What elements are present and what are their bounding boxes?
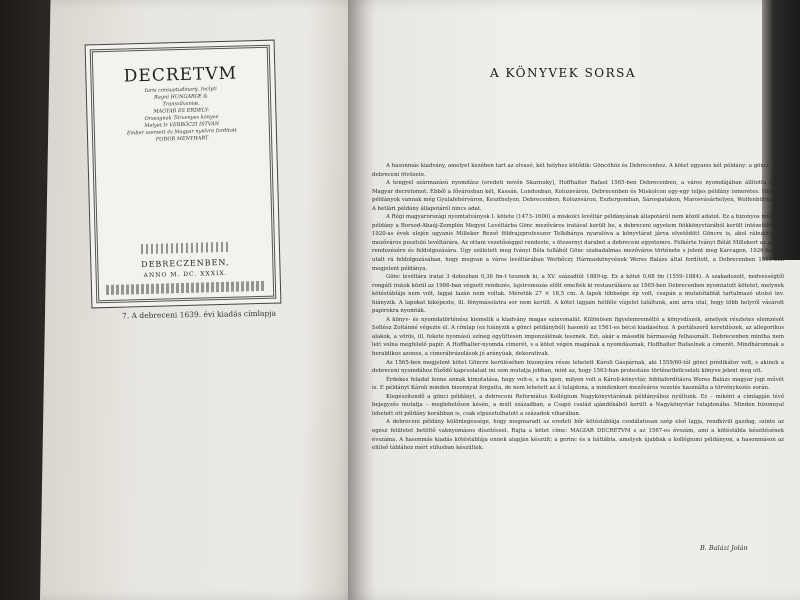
chapter-title: A KÖNYVEK SORSA [490,66,637,80]
paragraph: A hasonmás kiadvány, amelyet kezében tart az olvasó, két helyhez kötődik: Göncöhöz és Debrecenhez. A kötet ugyanis két példány: a gönci, ill. a debreceni ötvözete. [372,163,784,178]
facsimile-line: Iuris consuetudinarij, Inclyti [144,86,217,94]
facsimile-line: Melyet Ir VERBÖCZI ISTVAN [144,121,220,129]
figure-caption: 7. A debreceni 1639. évi kiadás címlapja [121,308,277,321]
facsimile-line: Transsilvaniæ, [162,100,200,108]
facsimile-line: Regni HUNGARIÆ & [154,93,208,101]
paragraph: A Régi magyarországi nyomtatványok I. kötete (1473–1600) a miskolci levéltár példányának állapotáról nem közöl adatot. Ez a bizonyos miskolci példány a Borsod-Abaúj-Zemplén Megyei Levéltárba Gönc mezőváros iratával került be, a debreceni egyetem fiókkönyvtárából került intézetébe. Az 1920-as évek elején ugyanis Milleker Rezső földrajzprofesszor Telkibánya nyaralóva a könyvtárat járva elvetődött Göncre is, ahol rábukkant a mezőváros pusztuló levéltárára. Az ottani vezetőséggel rendezte, s ötezernyi darabot a debreceni egyetemre. Felkérte Iványi Bélát Millekert az anyag rendezésére és feldolgozására. Úgy született meg Iványi Béla tollából Gönc szabadalmas mezőváros története s jelent meg Karcagon, 1926-ban. Ő utalt rá feldolgozásában, hogy megvan a város levéltárában Werbőczy Hármaskönyvének Weres Balázs által fordított, a Debrecenben 1565-ben megjelent példánya. [372,214,784,272]
facsimile-year: ANNO M. DC. XXXIX. [143,269,228,280]
paragraph: A debreceni példány különlegessége, hogy megmaradt az eredeti bőr kötéstáblája csodálatosan szép első lapja, rendkívül gazdag, szinte az egész felületet betöltő vaknyomásos díszítéssel. Rajta a kötet címe: MAGIAR DECRETVM s az 1567-es évszám, ami a kötéstábla készítésének évszáma. A hasonmás kiadás kötéstáblája ennek alapján készült; a gerinc és a háttábla, amelyek újabbak a kollégiumi példányon, a hasonmáson az elülső táblához mért stílusban készültek. [372,419,784,452]
paragraph: A könyv- és nyomdatörténész kiemelik a kiadvány magas színvonalát. Különösen figyelemreméltó a könyvdíszek, amelyek részletes elemzését Soltész Zoltánné végezte el. A címlap (ez hiányzik a gönci példányból) hasonló az 1561-es bécsi kiadáséhoz. A portálszerű keretdíszek, az allegorikus alakok, a vörös, ill. fekete nyomású színeg együttesen imponzálónak tesznek. Ezt, akár a második hármasság felhasznált. Debrecenben mintha nem lett volna megfelelő papír. A Hoffhalter-nyomda címerét, s a kötet végén magának a nyomdásznak, Hoffhalter Rafaelnek a címerét. Mindháromnak a heraldikus azonos, a címerábrázolások jó arányúak, dekoratívak. [372,316,784,358]
facsimile-title: DECRETVM [123,63,238,87]
facsimile-city: DEBRECZENBEN, [141,257,230,270]
paragraph: Kiegészítendő a gönci példányt, a debreceni Református Kollégium Nagykönyvtárának példányához nyúltunk. Ez – miként a címlapján lévő bejegyzés mutatja – meglehetősen késén, a múlt században, a Csapó család ajándékából került a Nagykönyvtár tulajdonába. Minden bizonnyal lehetett ott példány korábban is, csak elpusztulhatott a századok viharában. [372,393,784,417]
paragraph: A tengyel származású nyomdász (eredeti nevén Skarnuky), Hoffhalter Rafael 1565-ben Debrecenben, a város nyomdájában állította elő a Magyar decretomot. Ebből a fővárosban két, Kassán, Londonban, Kolozsváron, Debrecenben és Miskolcon egy-egy teljes példány ismeretes. Hiányos példányok vannak még Gyulafehérváron, Keszthelyen, Debrecenben, Kolozsváron, Esztergomban, Sárospatakon, Marosvásárhelyen, Wolfenbüttelben. A betlári példány állapotáról nincs adat. [372,180,784,212]
title-page-facsimile [85,40,282,309]
body-text [372,162,784,453]
facsimile-line: FODOR MENYHART [155,135,209,143]
facsimile-text [105,85,258,145]
facsimile-line: Ember szerzett és Magyar nyelvre fordított [126,127,237,137]
paragraph: Érdekes feladat lenne annak kimutatása, hogy volt-e, s ha igen, milyen volt a Károli-könyvtár, bibliafordításra Weres Balázs magyar jogi művét is. E példányt Károli minden bizonnyal forgatta, de nem lehetett az ő tulajdona, a mindenkori mezőváros vezetés használta a törvénykezés során. [372,376,784,392]
paragraph: Az 1565-ben megjelent kötet Göncre kerülésében bizonyára része lehetett Károli Gáspárnak, aki 1559/60-tól gönci prédikátor volt, s akinek a debreceni nyomdához fűződő kapcsolatait mi sem mutatja jobban, mint az, hogy 1563-ban protestáns történetbölcseleti könyve jelent meg ott. [372,359,784,375]
facsimile-line: MAGYAR ES ERDELY- [153,107,210,115]
paragraph: Gönc levéltára iratai 3 dobozban 0,36 fm-t tesznek ki, a XV. századtól 1889-ig. Ez a kötet 0,68 fm (1559–1884). A szakadozott, nedvességtől rongált iratok közül az 1986-ban végzett rendezés, lajstromozás előtt emelték ki restaurálásra az 1565-ben Debrecenben nyomtatott kötetet, melynek kötéstáblája nem volt, lapjai lazán nem voltak. Méretük 27 × 18,5 cm. A lapok többsége ép volt, csupán a mutatótáblát tartalmazó utolsó lev. hiányzik. A lapokat kiképezte, ill. fénymásolatra sor nem került. A kötet lapjain hétféle vízjelet találtunk, ami arra utal, hogy több helyről vásárolt papirokra nyomták. [372,274,784,315]
author-signature: B. Balázi Jolán [700,544,748,552]
facsimile-line: Orszagnak Törvenyes könyve [144,114,219,122]
